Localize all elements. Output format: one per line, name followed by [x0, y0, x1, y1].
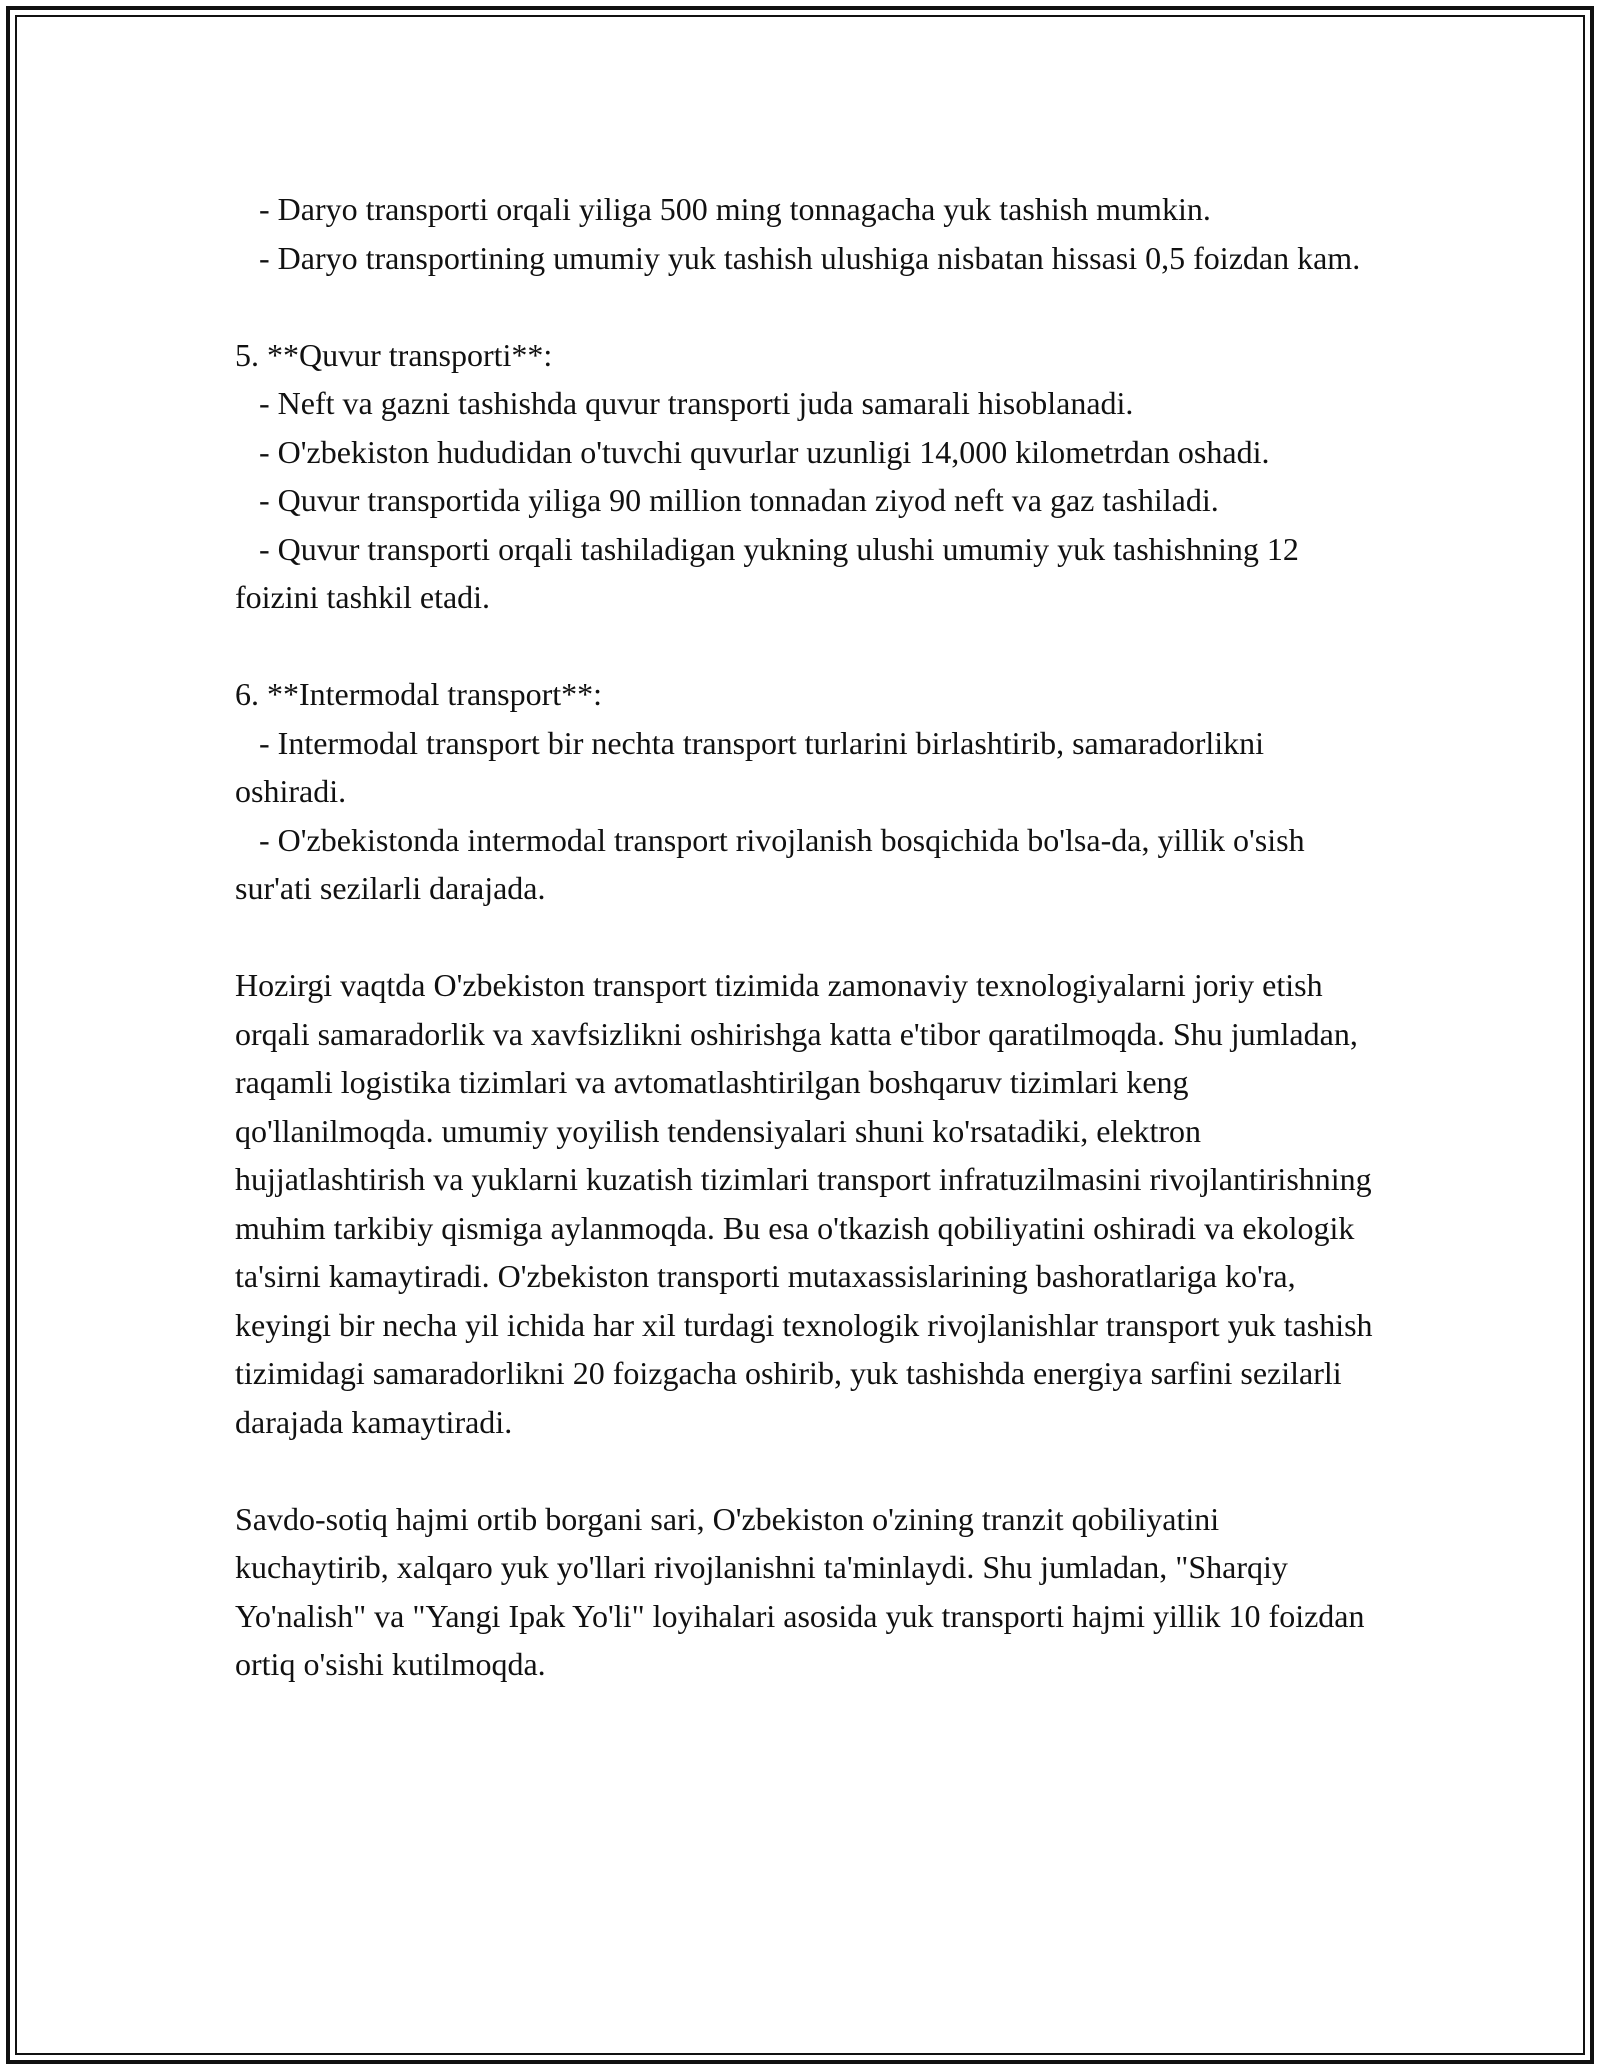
pipeline-transport-heading: 5. **Quvur transporti**:: [235, 336, 553, 373]
intermodal-bullet-growth: - O'zbekistonda intermodal transport rivojlanish bosqichida bo'lsa-da, yillik o'sish sur'ati sezilarli darajada.: [235, 821, 1313, 906]
spacer: [235, 1446, 1375, 1495]
spacer: [235, 622, 1375, 671]
pipeline-bullet-length: - O'zbekiston hududidan o'tuvchi quvurlar uzunligi 14,000 kilometrdan oshadi.: [235, 433, 1270, 470]
pipeline-bullet-efficiency: - Neft va gazni tashishda quvur transporti juda samarali hisoblanadi.: [235, 385, 1134, 421]
river-transport-bullet-share: - Daryo transportining umumiy yuk tashish ulushiga nisbatan hissasi 0,5 foizdan kam.: [235, 239, 1361, 276]
technology-paragraph: Hozirgi vaqtda O'zbekiston transport tizimida zamonaviy texnologiyalarni joriy etish orqali samaradorlik va xavfsizlikni oshirishga katta e'tibor qaratilmoqda. Shu jumladan, raqamli logistika tizimlari va avtomatlashtirilgan boshqaruv tizimlari keng qo'llanilmoqda. umumiy yoyilish tendensiyalari shuni ko'rsatadiki, elektron hujjatlashtirish va yuklarni kuzatish tizimlari transport infratuzilmasini rivojlantirishning muhim tarkibiy qismiga aylanmoqda. Bu esa o'tkazish qobiliyatini oshiradi va ekologik ta'sirni kamaytiradi. O'zbekiston transporti mutaxassislarining bashoratlariga ko'ra, keyingi bir necha yil ichida har xil turdagi texnologik rivojlanishlar transport yuk tashish tizimidagi samaradorlikni 20 foizgacha oshirib, yuk tashishda energiya sarfini sezilarli darajada kamaytiradi.: [235, 967, 1373, 1440]
intermodal-bullet-efficiency: - Intermodal transport bir nechta transport turlarini birlashtirib, samaradorlikni oshiradi.: [235, 724, 1273, 809]
river-transport-bullet-capacity: - Daryo transporti orqali yiliga 500 ming tonnagacha yuk tashish mumkin.: [235, 191, 1211, 227]
spacer: [235, 913, 1375, 962]
transit-paragraph: Savdo-sotiq hajmi ortib borgani sari, O'zbekiston o'zining tranzit qobiliyatini kuchaytirib, xalqaro yuk yo'llari rivojlanishni ta'minlaydi. Shu jumladan, "Sharqiy Yo'nalish" va "Yangi Ipak Yo'li" loyihalari asosida yuk transporti hajmi yillik 10 foizdan ortiq o'sishi kutilmoqda.: [235, 1500, 1365, 1682]
spacer: [235, 282, 1375, 331]
pipeline-bullet-volume: - Quvur transportida yiliga 90 million tonnadan ziyod neft va gaz tashiladi.: [235, 482, 1219, 518]
intermodal-transport-heading: 6. **Intermodal transport**:: [235, 676, 603, 712]
document-body: [235, 185, 1375, 1689]
pipeline-bullet-share: - Quvur transporti orqali tashiladigan yukning ulushi umumiy yuk tashishning 12 foizini tashkil etadi.: [235, 530, 1307, 615]
